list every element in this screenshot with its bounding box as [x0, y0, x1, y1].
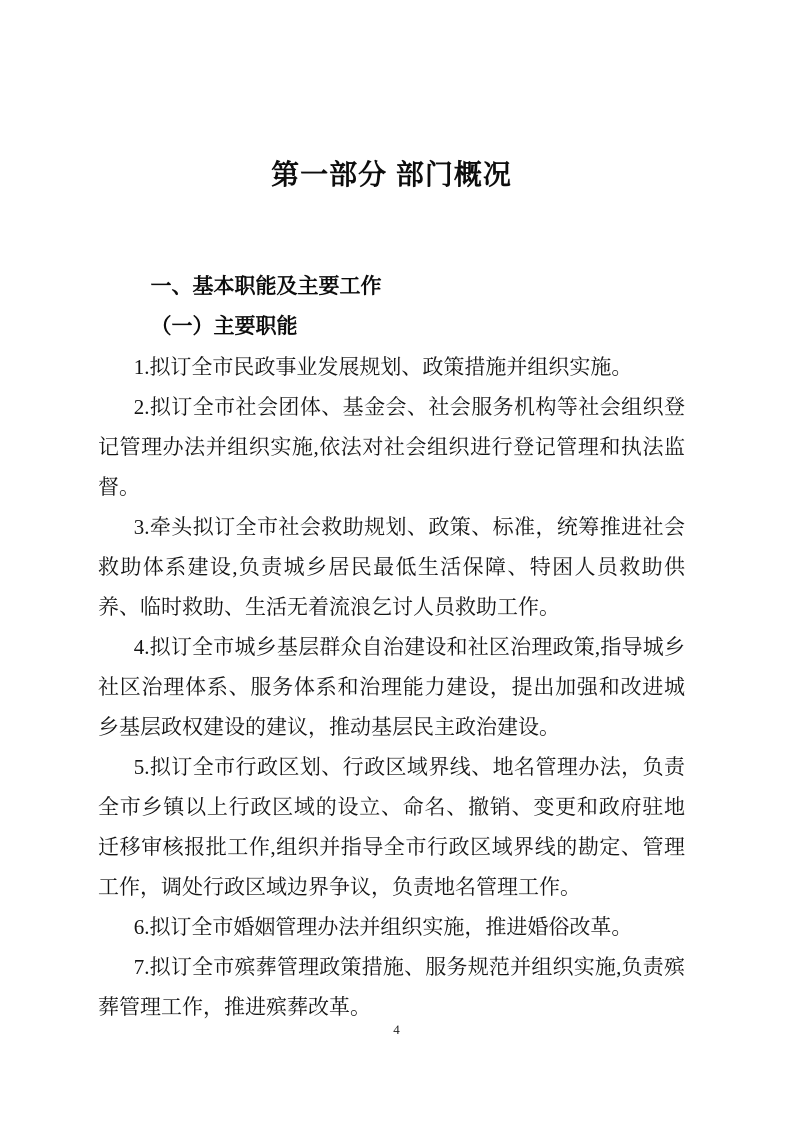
paragraph-duty-7: 7.拟订全市殡葬管理政策措施、服务规范并组织实施,负责殡葬管理工作，推进殡葬改革。 — [98, 955, 685, 1019]
paragraph-duty-6: 6.拟订全市婚姻管理办法并组织实施，推进婚俗改革。 — [133, 915, 633, 939]
subsection-heading: （一）主要职能 — [150, 315, 298, 338]
section-heading: 一、基本职能及主要工作 — [150, 275, 382, 298]
paragraph-duty-3: 3.牵头拟订全市社会救助规划、政策、标准，统筹推进社会救助体系建设,负责城乡居民最低生活保障、特困人员救助供养、临时救助、生活无着流浪乞讨人员救助工作。 — [98, 515, 685, 619]
page-number: 4 — [393, 1022, 400, 1037]
paragraph-duty-1: 1.拟订全市民政事业发展规划、政策措施并组织实施。 — [133, 355, 633, 379]
document-title: 第一部分 部门概况 — [271, 159, 512, 190]
paragraph-duty-4: 4.拟订全市城乡基层群众自治建设和社区治理政策,指导城乡社区治理体系、服务体系和治理能力建设，提出加强和改进城乡基层政权建设的建议，推动基层民主政治建设。 — [98, 635, 685, 739]
paragraph-duty-2: 2.拟订全市社会团体、基金会、社会服务机构等社会组织登记管理办法并组织实施,依法对社会组织进行登记管理和执法监督。 — [98, 395, 685, 499]
paragraph-duty-5: 5.拟订全市行政区划、行政区域界线、地名管理办法，负责全市乡镇以上行政区域的设立、命名、撤销、变更和政府驻地迁移审核报批工作,组织并指导全市行政区域界线的勘定、管理工作，调处行政区域边界争议，负责地名管理工作。 — [98, 755, 685, 899]
